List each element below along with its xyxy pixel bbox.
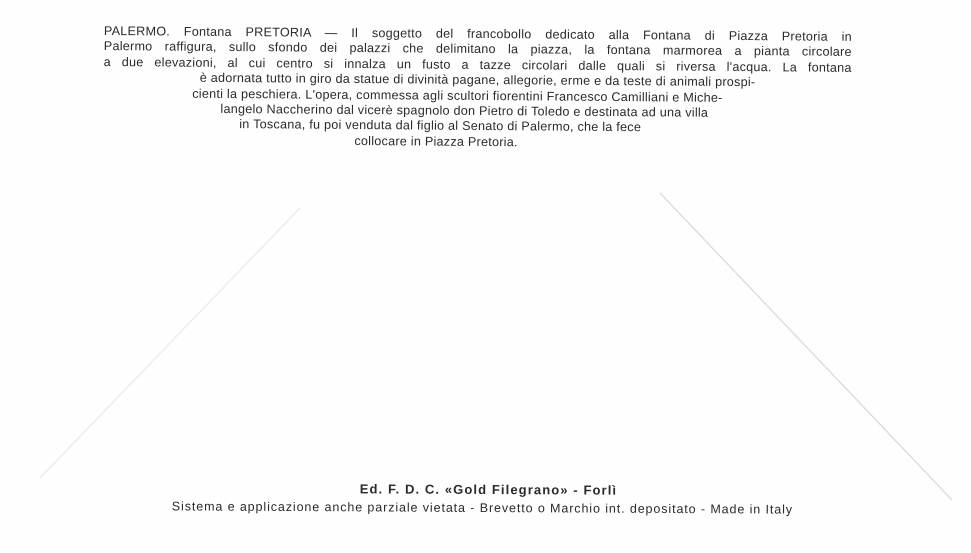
description-line: collocare in Piazza Pretoria. [354, 133, 518, 150]
left-flap-crease [40, 208, 300, 478]
description-line: in Toscana, fu poi venduta dal figlio al Senato di Palermo, che la fece [239, 117, 642, 135]
publisher-imprint: Ed. F. D. C. «Gold Filegrano» - Forlì [359, 481, 618, 498]
right-flap-crease [660, 193, 952, 500]
description-line: è adornata tutto in giro da statue di divinità pagane, allegorie, erme e da teste di animali prospi- [199, 70, 756, 90]
legal-notice: Sistema e applicazione anche parziale vietata - Brevetto o Marchio int. depositato - Made in Italy [171, 499, 793, 517]
description-line: cienti la peschiera. L'opera, commessa agli scultori fiorentini Francesco Camilliani e Miche- [192, 86, 723, 105]
description-line: Palermo raffigura, sullo sfondo dei palazzi che delimitano la piazza, la fontana marmorea a pianta circolare [103, 39, 852, 60]
stamp-description [103, 24, 852, 153]
description-line: a due elevazioni, al cui centro si innalza un fusto a tazze circolari dalle quali si riversa l'acqua. La fontana [103, 54, 852, 75]
description-line: PALERMO. Fontana PRETORIA — Il soggetto del francobollo dedicato alla Fontana di Piazza Pretoria in [103, 24, 852, 44]
envelope-footer [0, 479, 971, 517]
description-line: langelo Naccherino dal vicerè spagnolo don Pietro di Toledo e destinata ad una villa [220, 101, 709, 120]
